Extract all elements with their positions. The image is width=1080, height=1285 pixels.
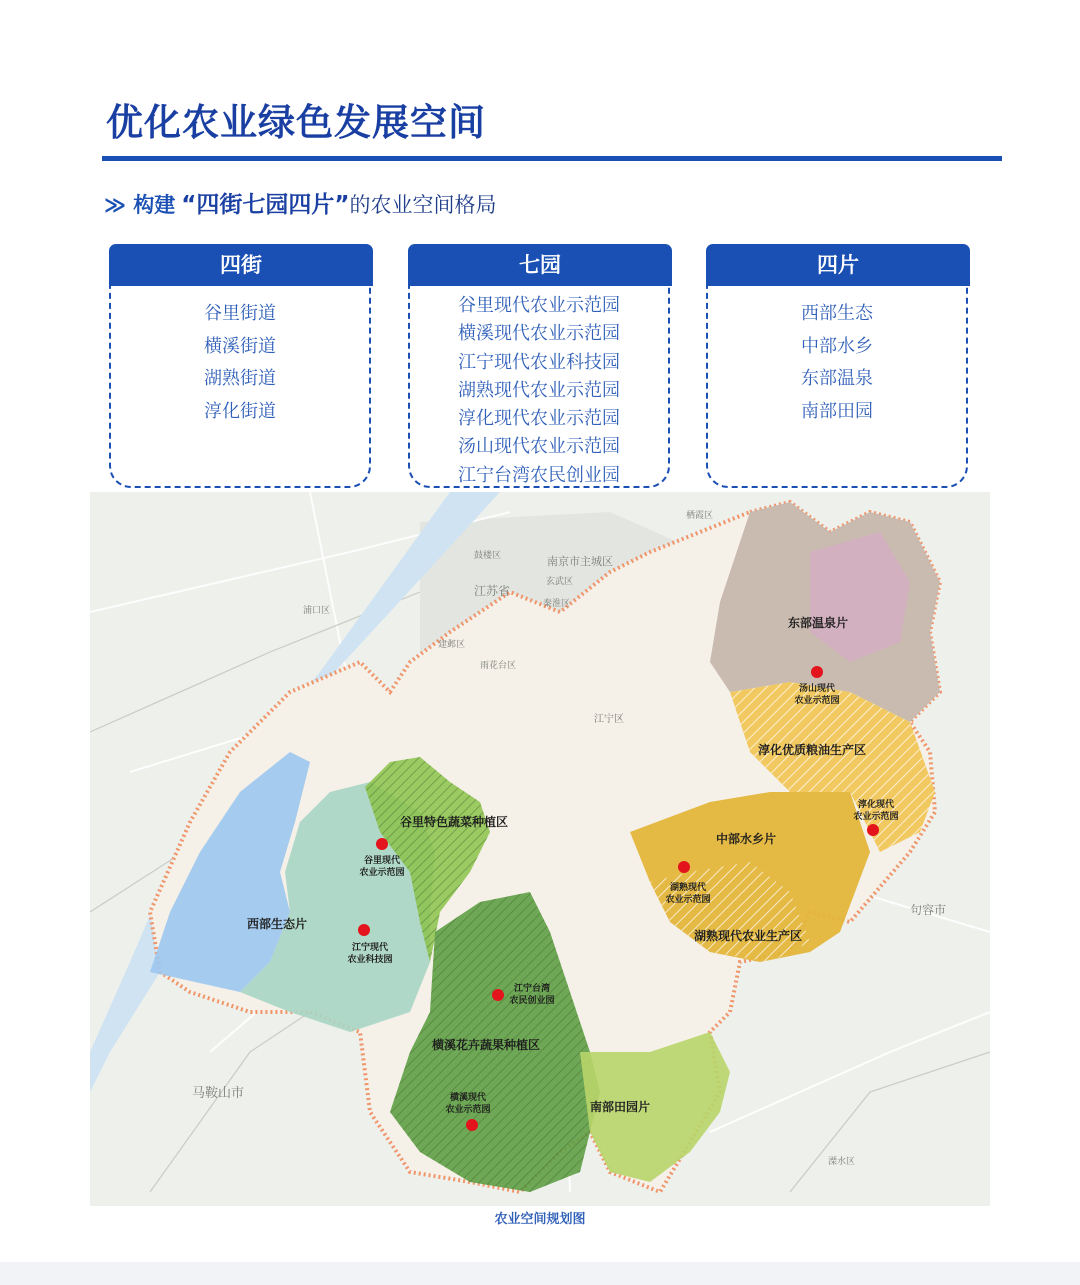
park-label-guli-1: 谷里现代 [363, 856, 401, 866]
subtitle-highlight: “四街七园四片” [181, 192, 350, 218]
zone-label-guli: 谷里特色蔬菜种植区 [400, 815, 509, 829]
park-label-guli-2: 农业示范园 [359, 868, 405, 878]
zone-label-south: 南部田园片 [590, 1100, 651, 1114]
card-seven-parks [408, 244, 670, 490]
park-label-hushu-2: 农业示范园 [665, 895, 711, 905]
page-title: 优化农业绿色发展空间 [106, 101, 486, 144]
place-label-qinhuai: 秦淮区 [543, 599, 571, 609]
card-four-streets-list [109, 298, 371, 428]
card-four-zones-header: 四片 [706, 244, 970, 286]
list-item: 湖熟街道 [204, 368, 276, 390]
park-label-jiangning-tech-1: 江宁现代 [351, 943, 389, 953]
place-label-xuanwu: 玄武区 [546, 577, 574, 587]
list-item: 江宁现代农业科技园 [458, 351, 620, 373]
park-label-taiwan-1: 江宁台湾 [513, 984, 551, 994]
list-item: 谷里街道 [204, 303, 276, 324]
card-four-zones [706, 244, 968, 490]
park-label-chunhua-1: 淳化现代 [857, 800, 895, 810]
list-item: 东部温泉 [801, 368, 873, 390]
zone-label-hengxi: 横溪花卉蔬果种植区 [432, 1038, 541, 1052]
park-marker-tangshan [811, 666, 823, 678]
park-label-hengxi-2: 农业示范园 [445, 1105, 491, 1115]
title-divider [102, 156, 1002, 161]
park-marker-hengxi [466, 1119, 478, 1131]
place-label-maanshan: 马鞍山市 [192, 1086, 245, 1101]
place-label-yuhuatai: 雨花台区 [480, 661, 517, 671]
list-item: 横溪街道 [204, 335, 276, 357]
zone-label-hushu: 湖熟现代农业生产区 [694, 929, 803, 943]
place-label-nanjing-main: 南京市主城区 [547, 555, 613, 568]
subtitle-prefix: ≫ 构建 [104, 193, 176, 217]
card-four-streets [109, 244, 371, 490]
park-marker-chunhua [867, 824, 879, 836]
subtitle [104, 186, 497, 219]
card-seven-parks-header: 七园 [408, 244, 672, 286]
place-label-jiangning: 江宁区 [594, 714, 624, 725]
list-item: 汤山现代农业示范园 [458, 436, 620, 458]
park-label-hengxi-1: 横溪现代 [449, 1093, 487, 1103]
zone-label-east: 东部温泉片 [788, 616, 849, 630]
list-item: 湖熟现代农业示范园 [458, 379, 620, 401]
place-label-jianye: 建邺区 [438, 640, 466, 650]
card-four-zones-list [706, 298, 968, 428]
park-label-jiangning-tech-2: 农业科技园 [347, 955, 393, 965]
bottom-band [0, 1262, 1080, 1285]
zone-label-chunhua: 淳化优质粮油生产区 [758, 743, 867, 757]
park-label-chunhua-2: 农业示范园 [853, 812, 899, 822]
place-label-pukou: 浦口区 [303, 606, 331, 616]
park-label-tangshan-1: 汤山现代 [798, 684, 836, 694]
card-seven-parks-list [408, 292, 670, 490]
list-item: 江宁台湾农民创业园 [458, 464, 620, 486]
list-item: 淳化现代农业示范园 [458, 408, 620, 430]
park-marker-hushu [678, 861, 690, 873]
park-label-hushu-1: 湖熟现代 [669, 883, 707, 893]
subtitle-suffix: 的农业空间格局 [349, 193, 497, 217]
place-label-gulou: 鼓楼区 [474, 551, 502, 561]
zone-label-west: 西部生态片 [247, 917, 308, 931]
card-four-streets-header: 四街 [109, 244, 373, 286]
place-label-lishui: 溧水区 [828, 1157, 856, 1167]
agricultural-space-map [90, 492, 990, 1206]
park-marker-guli [376, 838, 388, 850]
list-item: 谷里现代农业示范园 [458, 295, 620, 316]
place-label-jurong: 句容市 [910, 903, 947, 917]
place-label-jiangsu: 江苏省 [474, 584, 511, 598]
park-marker-taiwan [492, 989, 504, 1001]
list-item: 淳化街道 [204, 400, 276, 422]
list-item: 横溪现代农业示范园 [458, 323, 620, 345]
list-item: 中部水乡 [801, 335, 873, 357]
park-label-taiwan-2: 农民创业园 [509, 996, 555, 1006]
zone-label-middle: 中部水乡片 [716, 832, 777, 846]
list-item: 西部生态 [801, 303, 873, 324]
place-label-qixia: 栖霞区 [686, 511, 714, 521]
list-item: 南部田园 [801, 400, 873, 422]
park-label-tangshan-2: 农业示范园 [794, 696, 840, 706]
park-marker-jiangning-tech [358, 924, 370, 936]
map-caption: 农业空间规划图 [494, 1212, 586, 1227]
